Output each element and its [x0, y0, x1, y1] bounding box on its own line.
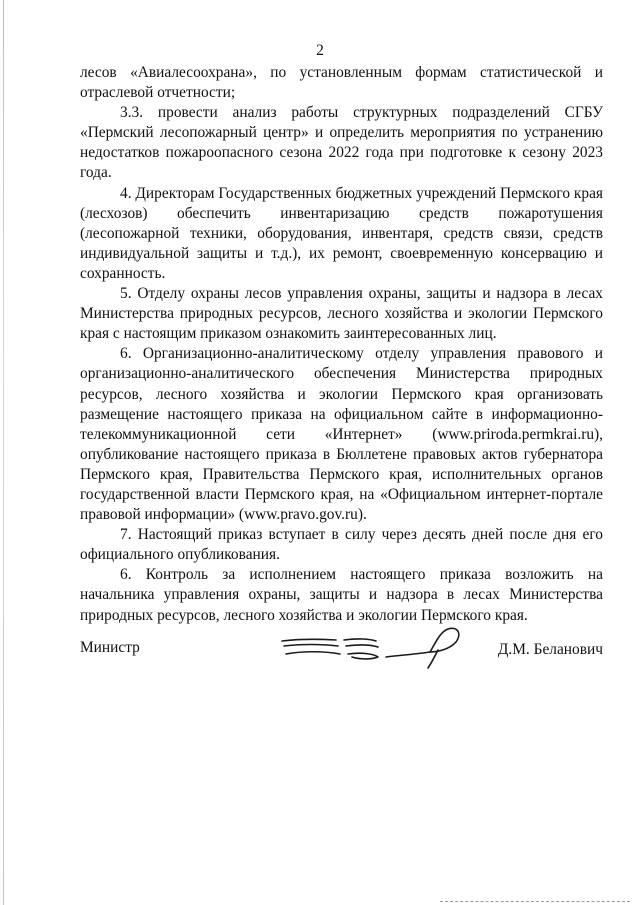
document-body — [80, 63, 603, 626]
paragraph-continuation: лесов «Авиалесоохрана», по установленным формам статистической и отраслевой отчетности; — [80, 64, 603, 102]
signatory-title: Министр — [80, 639, 140, 656]
page-number: 2 — [316, 42, 324, 59]
scan-edge-line — [3, 0, 4, 905]
handwritten-signature — [278, 624, 468, 674]
signature-block — [80, 624, 603, 674]
paragraph-control: 6. Контроль за исполнением настоящего приказа возложить на начальника управления охраны, защиты и надзора в лесах Министерства природных ресурсов, лесного хозяйства и экологии Пермского края. — [80, 566, 603, 624]
paragraph-7: 7. Настоящий приказ вступает в силу через десять дней после дня его официального опубликования. — [80, 526, 603, 564]
signatory-name: Д.М. Беланович — [497, 641, 603, 658]
paragraph-6-publication: 6. Организационно-аналитическому отделу управления правового и организационно-аналитического обеспечения Министерства природных ресурсов, лесного хозяйства и экологии Пермского края организовать размещение настоящего приказа на официальном сайте в информационно-телекоммуникационной сети «Интернет» (www.priroda.permkrai.ru), опубликование настоящего приказа в Бюллетене правовых актов губернатора Пермского края, Правительства Пермского края, исполнительных органов государственной власти Пермского края, на «Официальном интернет-портале правовой информации» (www.pravo.gov.ru). — [80, 345, 603, 524]
paragraph-5: 5. Отделу охраны лесов управления охраны, защиты и надзора в лесах Министерства природных ресурсов, лесного хозяйства и экологии Пермского края с настоящим приказом ознакомить заинтересованных лиц. — [80, 285, 603, 343]
paragraph-3-3: 3.3. провести анализ работы структурных подразделений СГБУ «Пермский лесопожарный центр» и определить мероприятия по устранению недостатков пожароопасного сезона 2022 года при подготовке к сезону 2023 года. — [80, 104, 603, 182]
paragraph-4: 4. Директорам Государственных бюджетных учреждений Пермского края (лесхозов) обеспечить инвентаризацию средств пожаротушения (лесопожарной техники, оборудования, инвентаря, средств связи, средств индивидуальной защиты и т.д.), их ремонт, своевременную консервацию и сохранность. — [80, 184, 603, 282]
page-bottom-rule — [440, 901, 630, 903]
